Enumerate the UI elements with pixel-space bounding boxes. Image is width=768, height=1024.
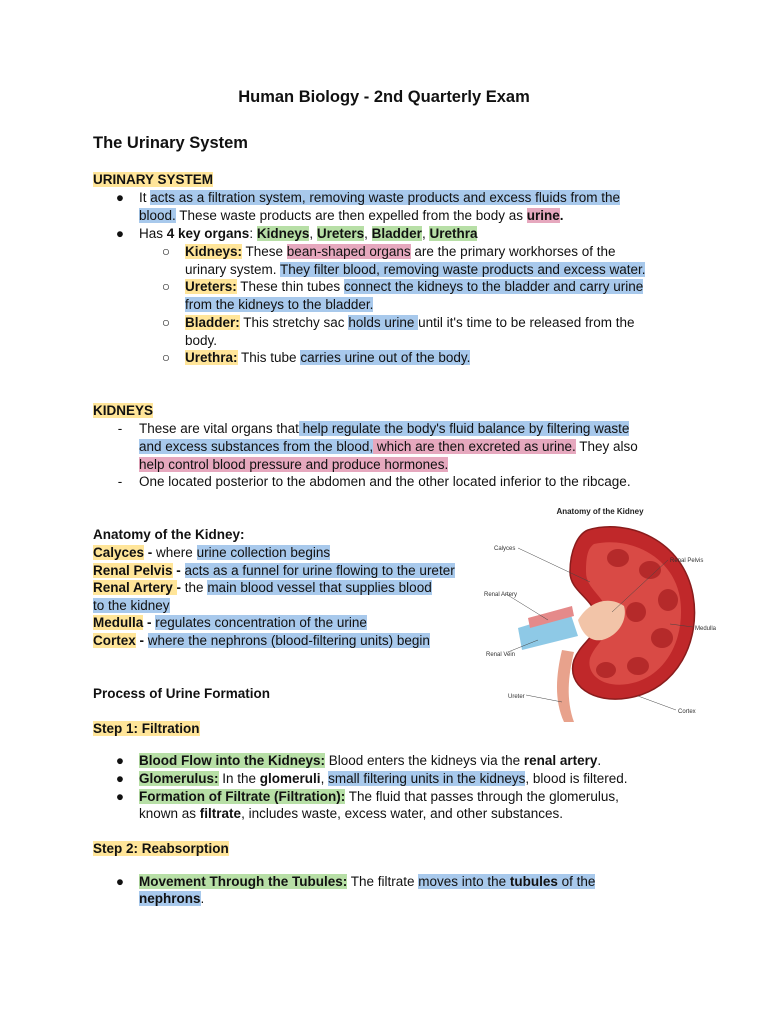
figure-label-cortex: Cortex	[678, 709, 696, 715]
anatomy-renal-pelvis: Renal Pelvis - acts as a funnel for urine flowing to the ureter	[93, 563, 455, 578]
dash-glyph: -	[117, 474, 123, 489]
anatomy-cortex: Cortex - where the nephrons (blood-filtering units) begin	[93, 633, 430, 648]
anatomy-medulla: Medulla - regulates concentration of the urine	[93, 615, 367, 630]
anatomy-heading: Anatomy of the Kidney:	[93, 527, 245, 542]
urethra-sub-line: Urethra: This tube carries urine out of the body.	[185, 350, 471, 365]
urinary-bullet-1-line-2: blood. These waste products are then expelled from the body as urine.	[139, 208, 564, 223]
urinary-heading	[93, 171, 213, 189]
kidneys-desc-line-3: help control blood pressure and produce hormones.	[139, 457, 449, 472]
step1-heading: Step 1: Filtration	[93, 721, 200, 736]
figure-label-renal-pelvis: Renal Pelvis	[670, 558, 704, 564]
kidneys-heading: KIDNEYS	[93, 403, 154, 418]
figure-label-renal-vein: Renal Vein	[486, 652, 516, 658]
urinary-bullet-2: Has 4 key organs: Kidneys, Ureters, Bladder, Urethra	[139, 226, 478, 241]
figure-label-ureter: Ureter	[508, 694, 525, 700]
step1-bullet-3-line-1: Formation of Filtrate (Filtration): The fluid that passes through the glomerulus,	[139, 789, 619, 804]
circle-glyph: ○	[161, 244, 171, 259]
urinary-heading-text: URINARY SYSTEM	[93, 172, 214, 187]
anatomy-calyces: Calyces - where urine collection begins	[93, 545, 331, 560]
bullet-glyph: ●	[115, 226, 125, 241]
anatomy-renal-artery-line-2: to the kidney	[93, 598, 170, 613]
urinary-bullet-1-line-1: It acts as a filtration system, removing waste products and excess fluids from the	[139, 190, 620, 205]
bullet-glyph: ●	[115, 789, 125, 804]
bullet-glyph: ●	[115, 874, 125, 889]
figure-label-renal-artery: Renal Artery	[484, 592, 518, 598]
bullet-glyph: ●	[115, 771, 125, 786]
circle-glyph: ○	[161, 315, 171, 330]
kidneys-desc-line-2: and excess substances from the blood, which are then excreted as urine. They also	[139, 439, 638, 454]
bullet-glyph: ●	[115, 190, 125, 205]
step1-bullet-1: Blood Flow into the Kidneys: Blood enters the kidneys via the renal artery.	[139, 753, 602, 768]
step2-heading: Step 2: Reabsorption	[93, 841, 229, 856]
bladder-sub-line-2: body.	[185, 333, 218, 348]
circle-glyph: ○	[161, 279, 171, 294]
process-heading: Process of Urine Formation	[93, 686, 271, 701]
ureter-shape	[557, 650, 574, 722]
section-title: The Urinary System	[93, 134, 248, 152]
anatomy-renal-artery-line-1: Renal Artery - the main blood vessel that supplies blood	[93, 580, 432, 595]
document-title: Human Biology - 2nd Quarterly Exam	[238, 88, 530, 106]
ureters-sub-line-1: Ureters: These thin tubes connect the kidneys to the bladder and carry urine	[185, 279, 644, 294]
kidneys-desc-2: One located posterior to the abdomen and the other located inferior to the ribcage.	[139, 474, 631, 489]
step1-bullet-3-line-2: known as filtrate, includes waste, excess water, and other substances.	[139, 806, 563, 821]
bullet-glyph: ●	[115, 753, 125, 768]
kidneys-sub-line-2: urinary system. They filter blood, removing waste products and excess water.	[185, 262, 646, 277]
figure-label-medulla: Medulla	[695, 626, 717, 632]
step2-bullet-1-line-1: Movement Through the Tubules: The filtrate moves into the tubules of the	[139, 874, 596, 889]
kidneys-desc-line-1: These are vital organs that help regulate the body's fluid balance by filtering waste	[139, 421, 630, 436]
kidney-illustration	[478, 500, 728, 725]
figure-label-calyces: Calyces	[494, 546, 516, 552]
dash-glyph: -	[117, 421, 123, 436]
step2-bullet-1-line-2: nephrons.	[139, 891, 205, 906]
ureters-sub-line-2: from the kidneys to the bladder.	[185, 297, 374, 312]
step1-bullet-2: Glomerulus: In the glomeruli, small filtering units in the kidneys, blood is filtered.	[139, 771, 628, 786]
figure-title: Anatomy of the Kidney	[556, 507, 644, 516]
circle-glyph: ○	[161, 350, 171, 365]
kidneys-sub-line-1: Kidneys: These bean-shaped organs are the primary workhorses of the	[185, 244, 616, 259]
bladder-sub-line-1: Bladder: This stretchy sac holds urine until it's time to be released from the	[185, 315, 635, 330]
kidney-anatomy-figure	[478, 500, 728, 725]
